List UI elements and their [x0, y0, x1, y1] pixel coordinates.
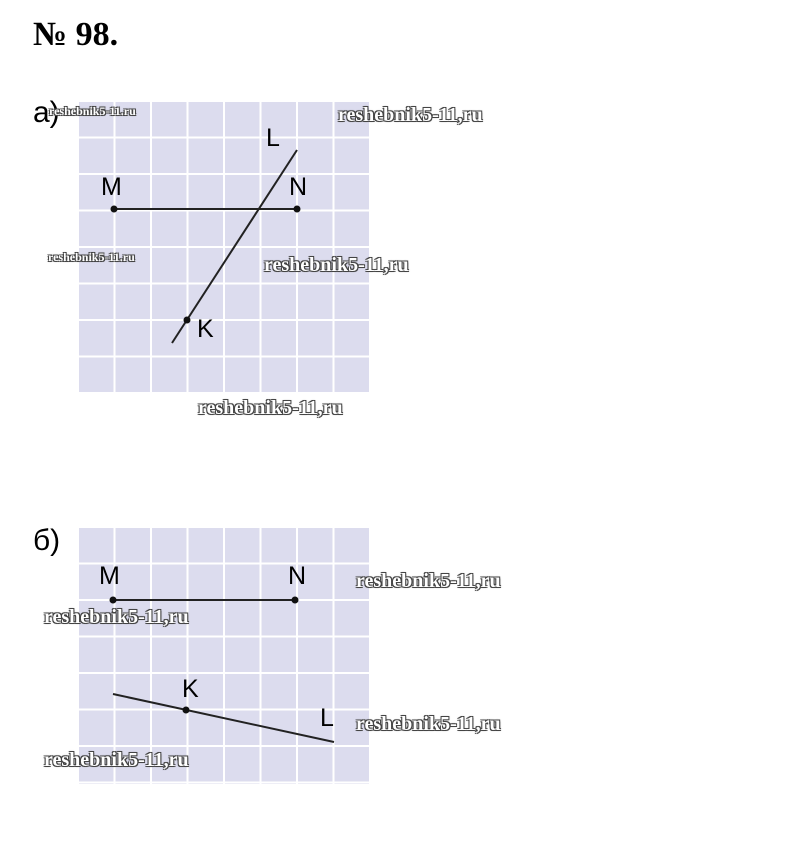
part-a-label: а): [33, 96, 60, 129]
label-m: M: [101, 173, 122, 201]
watermark: reshebnik5-11,ru: [198, 397, 343, 419]
label-m-b: M: [99, 562, 120, 590]
watermark: reshebnik5-11,ru: [264, 254, 409, 276]
point-k-b: [183, 707, 190, 714]
watermark: reshebnik5-11,ru: [44, 749, 189, 771]
watermark: reshebnik5-11.ru: [48, 250, 135, 264]
label-n: N: [289, 173, 308, 201]
watermark: reshebnik5-11,ru: [338, 104, 483, 126]
problem-number: № 98.: [33, 16, 119, 53]
watermark: reshebnik5-11,ru: [44, 606, 189, 628]
line-kl-b: [113, 694, 334, 742]
label-k-b: K: [182, 675, 199, 703]
label-k: K: [197, 315, 214, 343]
watermark: reshebnik5-11,ru: [356, 713, 501, 735]
part-b-label: б): [33, 524, 61, 557]
watermark: reshebnik5-11,ru: [356, 570, 501, 592]
point-n-b: [292, 597, 299, 604]
watermark: reshebnik5-11.ru: [49, 104, 136, 118]
point-m-b: [110, 597, 117, 604]
label-n-b: N: [288, 562, 307, 590]
label-l: L: [266, 124, 280, 152]
label-l-b: L: [320, 704, 334, 732]
